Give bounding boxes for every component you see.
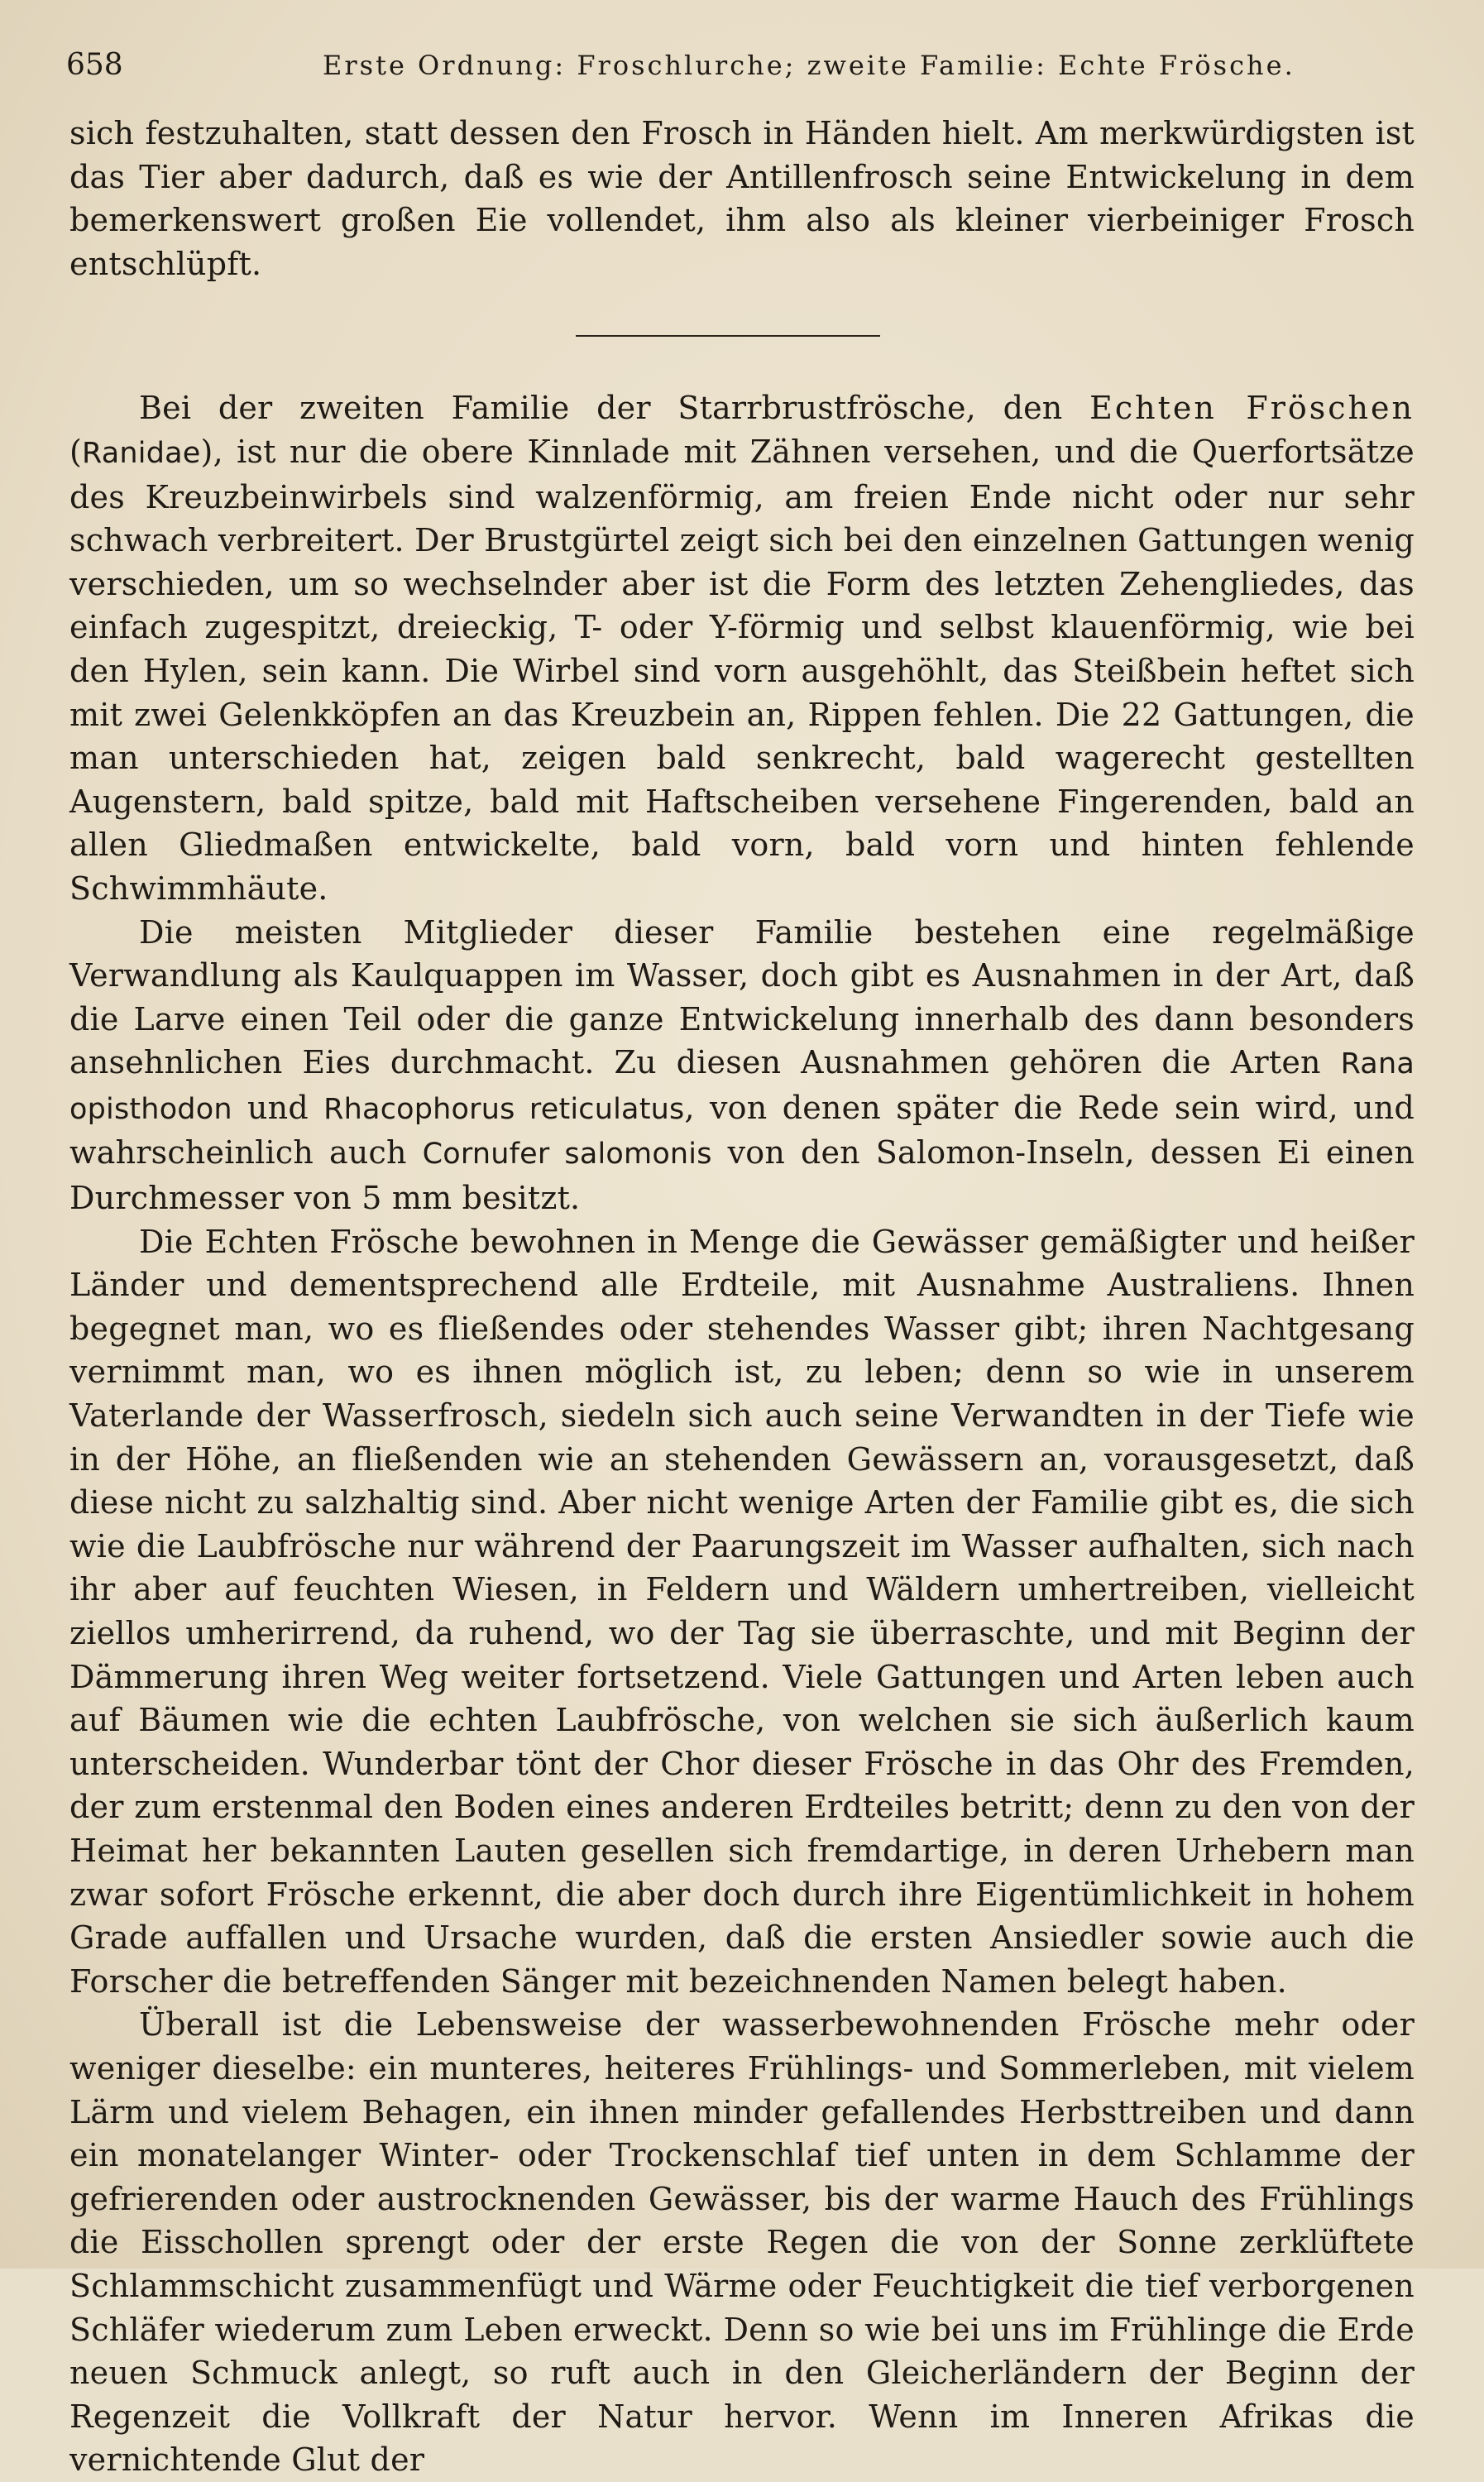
paragraph-text: ), ist nur die obere Kinnlade mit Zähnen versehen, und die Querfortsätze des Kreuzbeinwirbels sind walzenförmig, am freien Ende nicht oder nur sehr schwach verbreitert. Der Brustgürtel zeigt sich bei den einzelnen Gattungen wenig verschieden, um so wechselnder aber ist die Form des letzten Zehengliedes, das einfach zugespitzt, dreieckig, T- oder Y-förmig und selbst klauenförmig, wie bei den Hylen, sein kann. Die Wirbel sind vorn ausgehöhlt, das Steißbein heftet sich mit zwei Gelenkköpfen an das Kreuzbein an, Rippen fehlen. Die 22 Gattungen, die man unterschieden hat, zeigen bald senkrecht, bald wagerecht gestellten Augenstern, bald spitze, bald mit Haftscheiben versehene Fingerenden, bald an allen Gliedmaßen entwickelte, bald vorn, bald vorn und hinten fehlende Schwimmhäute. [69,433,1415,907]
body-text [69,112,1415,2482]
page-number: 658 [66,48,123,82]
family-name-latin: Ranidae [82,436,201,470]
paragraph-text: Überall ist die Lebensweise der wasserbewohnenden Frösche mehr oder weniger dieselbe: ein munteres, heiteres Frühlings- und Sommerleben, mit vielem Lärm und vielem Behagen, ein ihnen minder gefallendes Herbsttreiben und dann ein monatelanger Winter- oder Trockenschlaf tief unten in dem Schlamme der gefrierenden oder austrocknenden Gewässer, bis der warme Hauch des Frühlings die Eisschollen sprengt oder der erste Regen die von der Sonne zerklüftete Schlammschicht zusammenfügt und Wärme oder Feuchtigkeit die tief verborgenen Schläfer wiederum zum Leben erweckt. Denn so wie bei uns im Frühlinge die Erde neuen Schmuck anlegt, so ruft auch in den Gleicherländern der Beginn der Regenzeit die Vollkraft der Natur hervor. Wenn im Inneren Afrikas die vernichtende Glut der [69,2006,1415,2479]
family-name-german: Echten Fröschen [1089,390,1415,427]
paragraph-5 [69,2003,1415,2482]
paragraph-2 [69,386,1415,910]
species-name: Rhacophorus reticulatus [323,1092,685,1126]
paragraph-text: und [232,1089,324,1126]
paragraph-text: , von denen später die Rede sein wird, und wahrscheinlich auch [69,1089,1415,1172]
section-divider [576,335,880,337]
paragraph-4 [69,1220,1415,2004]
running-title: Erste Ordnung: Froschlurche; zweite Familie: Echte Frösche. [323,50,1295,81]
paragraph-text: sich festzuhalten, statt dessen den Frosch in Händen hielt. Am merkwürdigsten ist das Tier aber dadurch, daß es wie der Antillenfrosch seine Entwickelung in dem bemerkenswert großen Eie vollendet, ihm also als kleiner vierbeiniger Frosch entschlüpft. [69,115,1415,282]
paragraph-text: Die Echten Frösche bewohnen in Menge die Gewässer gemäßigter und heißer Länder und dementsprechend alle Erdteile, mit Ausnahme Australiens. Ihnen begegnet man, wo es fließendes oder stehendes Wasser gibt; ihren Nachtgesang vernimmt man, wo es ihnen möglich ist, zu leben; denn so wie in unserem Vaterlande der Wasserfrosch, siedeln sich auch seine Verwandten in der Tiefe wie in der Höhe, an fließenden wie an stehenden Gewässern an, vorausgesetzt, daß diese nicht zu salzhaltig sind. Aber nicht wenige Arten der Familie gibt es, die sich wie die Laubfrösche nur während der Paarungszeit im Wasser aufhalten, sich nach ihr aber auf feuchten Wiesen, in Feldern und Wäldern umhertreiben, vielleicht ziellos umherirrend, da ruhend, wo der Tag sie überraschte, und mit Beginn der Dämmerung ihren Weg weiter fortsetzend. Viele Gattungen und Arten leben auch auf Bäumen wie die echten Laubfrösche, von welchen sie sich äußerlich kaum unterscheiden. Wunderbar tönt der Chor dieser Frösche in das Ohr des Fremden, der zum erstenmal den Boden eines anderen Erdteiles betritt; denn zu den von der Heimat her bekannten Lauten gesellen sich fremdartige, in deren Urhebern man zwar sofort Frösche erkennt, die aber doch durch ihre Eigentümlichkeit in hohem Grade auffallen und Ursache wurden, daß die ersten Ansiedler sowie auch die Forscher die betreffenden Sänger mit bezeichnenden Namen belegt haben. [69,1223,1415,2000]
species-name: Cornufer salomonis [422,1138,712,1172]
paragraph-text: Bei der zweiten Familie der Starrbrustfrösche, den [139,390,1090,427]
paragraph-text: Die meisten Mitglieder dieser Familie bestehen eine regelmäßige Verwandlung als Kaulquappen im Wasser, doch gibt es Ausnahmen in der Art, daß die Larve einen Teil oder die ganze Entwickelung innerhalb des dann besonders ansehnlichen Eies durchmacht. Zu diesen Ausnahmen gehören die Arten [69,913,1415,1081]
page-header [66,41,1423,91]
species-name: Rana opisthodon [69,1047,1415,1126]
paragraph-3 [69,911,1415,1220]
paragraph-text: von den Salomon-Inseln, dessen Ei einen Durchmesser von 5 mm besitzt. [69,1134,1415,1217]
paragraph-1 [69,112,1415,285]
paragraph-text: ( [69,433,83,470]
